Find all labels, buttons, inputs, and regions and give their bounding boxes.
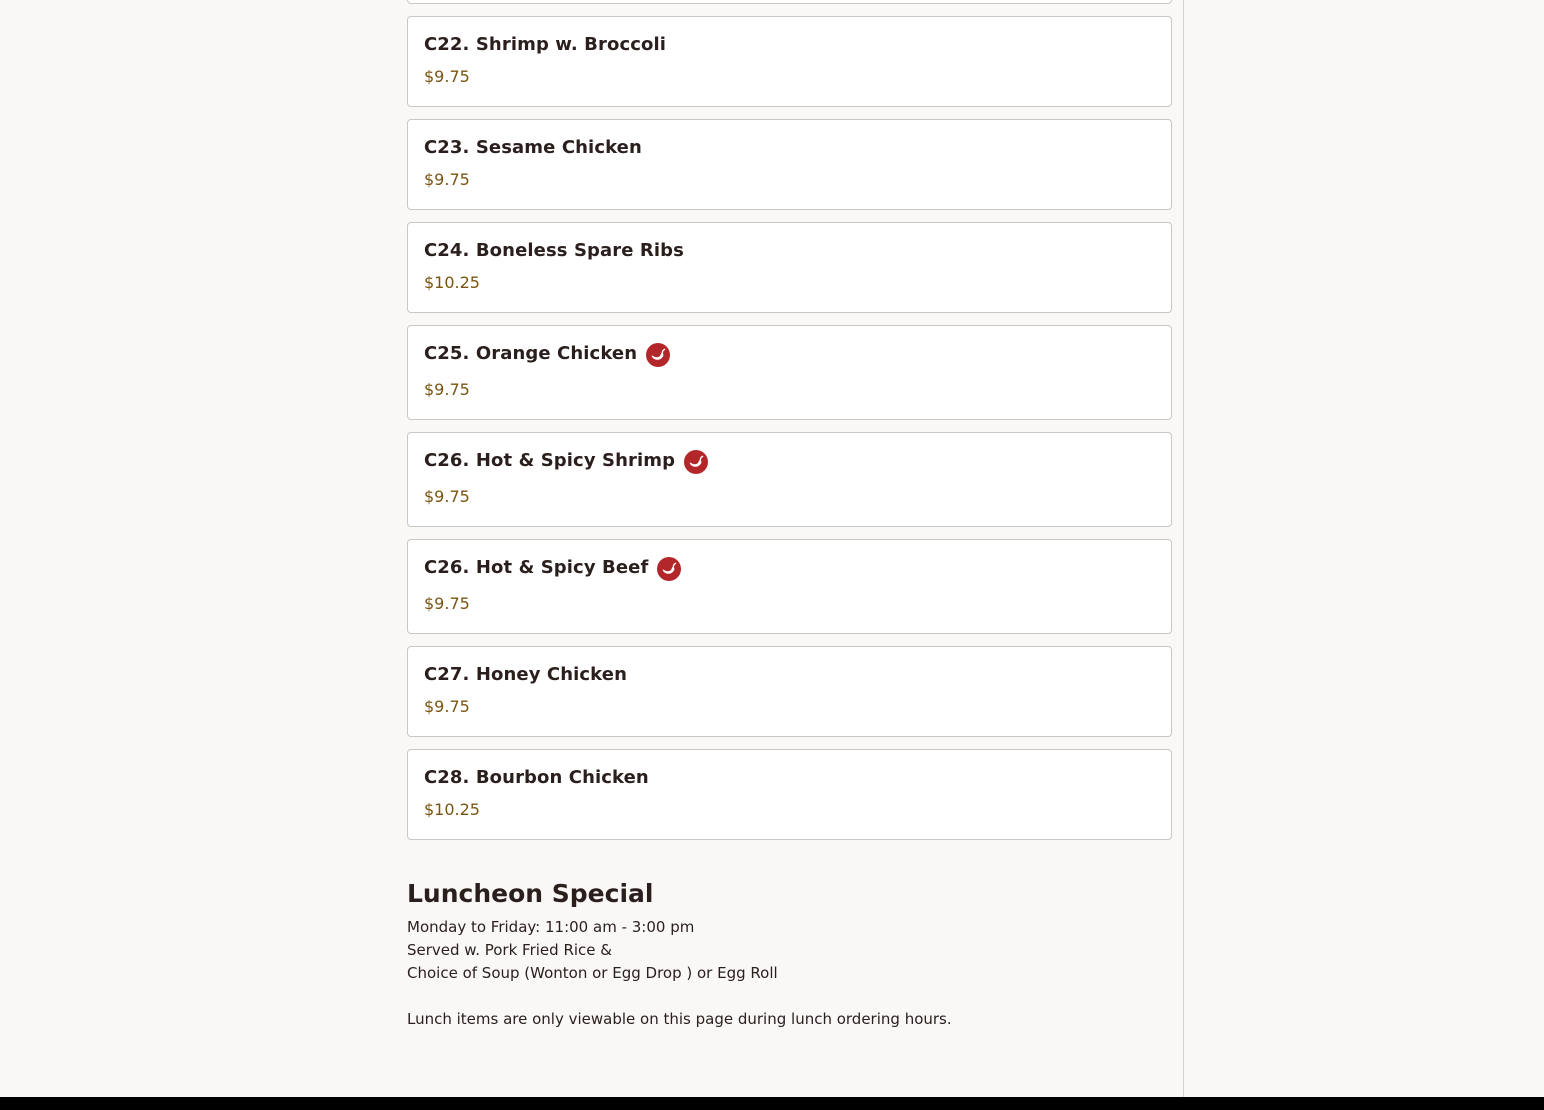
chili-pepper-icon	[646, 343, 670, 367]
menu-list	[407, 16, 1172, 852]
menu-item-card[interactable]	[407, 749, 1172, 840]
chili-pepper-icon	[657, 557, 681, 581]
item-price: $9.75	[424, 67, 470, 86]
lunch-hours-note: Lunch items are only viewable on this page during lunch ordering hours.	[407, 1010, 952, 1028]
item-name-row	[424, 662, 1155, 686]
section-title: Luncheon Special	[407, 879, 654, 908]
item-name-row	[424, 765, 1155, 789]
item-name: C26. Hot & Spicy Beef	[424, 556, 649, 578]
item-name-row	[424, 135, 1155, 159]
menu-item-card[interactable]	[407, 646, 1172, 737]
right-divider	[1183, 0, 1184, 1097]
section-description-line: Served w. Pork Fried Rice &	[407, 941, 612, 959]
item-name: C23. Sesame Chicken	[424, 136, 642, 158]
item-price: $10.25	[424, 273, 480, 292]
item-price: $10.25	[424, 800, 480, 819]
menu-item-card[interactable]	[407, 16, 1172, 107]
menu-item-card[interactable]	[407, 432, 1172, 527]
item-name-row	[424, 555, 1155, 579]
previous-menu-card[interactable]	[407, 0, 1172, 4]
item-name: C25. Orange Chicken	[424, 342, 638, 364]
footer-bar	[0, 1097, 1544, 1110]
item-price: $9.75	[424, 487, 470, 506]
chili-pepper-icon	[684, 450, 708, 474]
item-name: C24. Boneless Spare Ribs	[424, 239, 684, 261]
item-name: C26. Hot & Spicy Shrimp	[424, 449, 676, 471]
item-price: $9.75	[424, 170, 470, 189]
item-price: $9.75	[424, 380, 470, 399]
item-name: C22. Shrimp w. Broccoli	[424, 33, 666, 55]
section-description	[407, 916, 1172, 985]
menu-item-card[interactable]	[407, 119, 1172, 210]
item-name: C28. Bourbon Chicken	[424, 766, 649, 788]
menu-item-card[interactable]	[407, 325, 1172, 420]
luncheon-special-section	[407, 876, 1172, 1031]
item-name-row	[424, 448, 1155, 472]
item-name-row	[424, 238, 1155, 262]
item-name-row	[424, 32, 1155, 56]
section-description-line: Choice of Soup (Wonton or Egg Drop ) or Egg Roll	[407, 964, 778, 982]
section-description-line: Monday to Friday: 11:00 am - 3:00 pm	[407, 918, 695, 936]
menu-item-card[interactable]	[407, 222, 1172, 313]
item-price: $9.75	[424, 697, 470, 716]
item-name: C27. Honey Chicken	[424, 663, 627, 685]
menu-item-card[interactable]	[407, 539, 1172, 634]
item-price: $9.75	[424, 594, 470, 613]
item-name-row	[424, 341, 1155, 365]
